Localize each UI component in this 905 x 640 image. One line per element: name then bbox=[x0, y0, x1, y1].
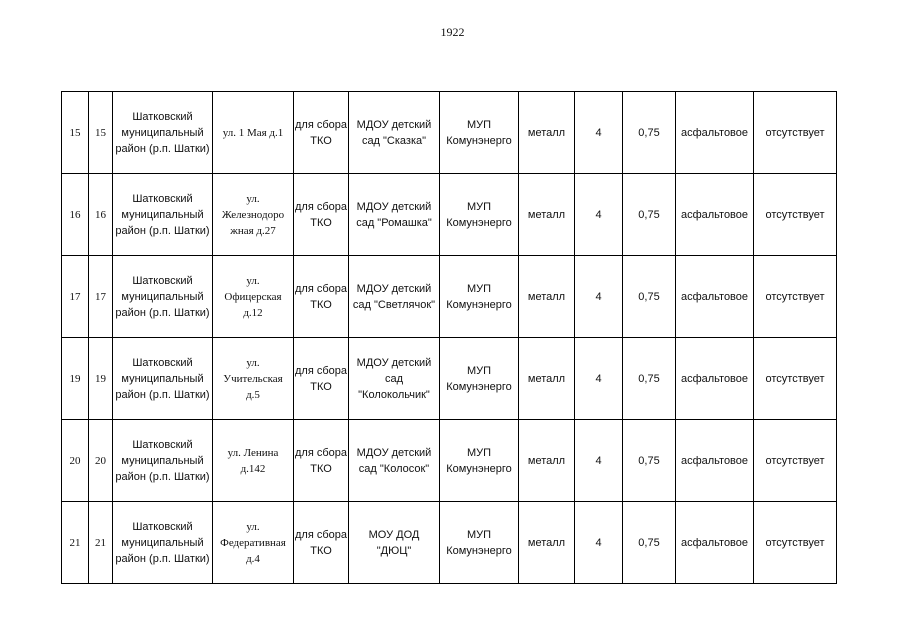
address-cell: ул. Железнодоро жная д.27 bbox=[213, 174, 294, 256]
district-cell: Шатковский муниципальный район (р.п. Шатки) bbox=[113, 174, 213, 256]
row-number-cell: 19 bbox=[89, 338, 113, 420]
address-cell: ул. Офицерская д.12 bbox=[213, 256, 294, 338]
material-cell: металл bbox=[519, 256, 575, 338]
volume-cell: 0,75 bbox=[623, 420, 676, 502]
district-cell: Шатковский муниципальный район (р.п. Шатки) bbox=[113, 420, 213, 502]
count-cell: 4 bbox=[575, 256, 623, 338]
row-index-cell: 20 bbox=[62, 420, 89, 502]
volume-cell: 0,75 bbox=[623, 256, 676, 338]
row-index-cell: 21 bbox=[62, 502, 89, 584]
fence-cell: отсутствует bbox=[754, 92, 837, 174]
row-number-cell: 15 bbox=[89, 92, 113, 174]
material-cell: металл bbox=[519, 420, 575, 502]
fence-cell: отсутствует bbox=[754, 338, 837, 420]
institution-cell: МДОУ детский сад "Колокольчик" bbox=[349, 338, 440, 420]
operator-cell: МУП Комунэнерго bbox=[440, 420, 519, 502]
purpose-cell: для сбора ТКО bbox=[294, 338, 349, 420]
volume-cell: 0,75 bbox=[623, 174, 676, 256]
material-cell: металл bbox=[519, 92, 575, 174]
institution-cell: МДОУ детский сад "Колосок" bbox=[349, 420, 440, 502]
address-cell: ул. Учительская д.5 bbox=[213, 338, 294, 420]
purpose-cell: для сбора ТКО bbox=[294, 256, 349, 338]
operator-cell: МУП Комунэнерго bbox=[440, 338, 519, 420]
surface-cell: асфальтовое bbox=[676, 92, 754, 174]
count-cell: 4 bbox=[575, 420, 623, 502]
container-sites-table bbox=[61, 91, 837, 584]
surface-cell: асфальтовое bbox=[676, 420, 754, 502]
purpose-cell: для сбора ТКО bbox=[294, 502, 349, 584]
row-number-cell: 20 bbox=[89, 420, 113, 502]
row-index-cell: 19 bbox=[62, 338, 89, 420]
volume-cell: 0,75 bbox=[623, 92, 676, 174]
count-cell: 4 bbox=[575, 174, 623, 256]
institution-cell: МДОУ детский сад "Ромашка" bbox=[349, 174, 440, 256]
fence-cell: отсутствует bbox=[754, 256, 837, 338]
count-cell: 4 bbox=[575, 502, 623, 584]
table-row bbox=[62, 174, 837, 256]
table-row bbox=[62, 338, 837, 420]
table-row bbox=[62, 420, 837, 502]
purpose-cell: для сбора ТКО bbox=[294, 174, 349, 256]
operator-cell: МУП Комунэнерго bbox=[440, 502, 519, 584]
fence-cell: отсутствует bbox=[754, 420, 837, 502]
institution-cell: МОУ ДОД "ДЮЦ" bbox=[349, 502, 440, 584]
row-index-cell: 16 bbox=[62, 174, 89, 256]
volume-cell: 0,75 bbox=[623, 502, 676, 584]
operator-cell: МУП Комунэнерго bbox=[440, 174, 519, 256]
table-row bbox=[62, 256, 837, 338]
table-row bbox=[62, 92, 837, 174]
address-cell: ул. Ленина д.142 bbox=[213, 420, 294, 502]
institution-cell: МДОУ детский сад "Светлячок" bbox=[349, 256, 440, 338]
institution-cell: МДОУ детский сад "Сказка" bbox=[349, 92, 440, 174]
volume-cell: 0,75 bbox=[623, 338, 676, 420]
district-cell: Шатковский муниципальный район (р.п. Шатки) bbox=[113, 92, 213, 174]
page-number: 1922 bbox=[440, 25, 465, 39]
count-cell: 4 bbox=[575, 92, 623, 174]
operator-cell: МУП Комунэнерго bbox=[440, 256, 519, 338]
fence-cell: отсутствует bbox=[754, 502, 837, 584]
row-index-cell: 17 bbox=[62, 256, 89, 338]
count-cell: 4 bbox=[575, 338, 623, 420]
district-cell: Шатковский муниципальный район (р.п. Шатки) bbox=[113, 256, 213, 338]
row-number-cell: 17 bbox=[89, 256, 113, 338]
table-row bbox=[62, 502, 837, 584]
district-cell: Шатковский муниципальный район (р.п. Шатки) bbox=[113, 502, 213, 584]
material-cell: металл bbox=[519, 338, 575, 420]
material-cell: металл bbox=[519, 502, 575, 584]
row-number-cell: 21 bbox=[89, 502, 113, 584]
surface-cell: асфальтовое bbox=[676, 174, 754, 256]
operator-cell: МУП Комунэнерго bbox=[440, 92, 519, 174]
surface-cell: асфальтовое bbox=[676, 256, 754, 338]
district-cell: Шатковский муниципальный район (р.п. Шатки) bbox=[113, 338, 213, 420]
address-cell: ул. Федеративная д.4 bbox=[213, 502, 294, 584]
address-cell: ул. 1 Мая д.1 bbox=[213, 92, 294, 174]
row-number-cell: 16 bbox=[89, 174, 113, 256]
fence-cell: отсутствует bbox=[754, 174, 837, 256]
purpose-cell: для сбора ТКО bbox=[294, 420, 349, 502]
purpose-cell: для сбора ТКО bbox=[294, 92, 349, 174]
surface-cell: асфальтовое bbox=[676, 502, 754, 584]
material-cell: металл bbox=[519, 174, 575, 256]
row-index-cell: 15 bbox=[62, 92, 89, 174]
surface-cell: асфальтовое bbox=[676, 338, 754, 420]
